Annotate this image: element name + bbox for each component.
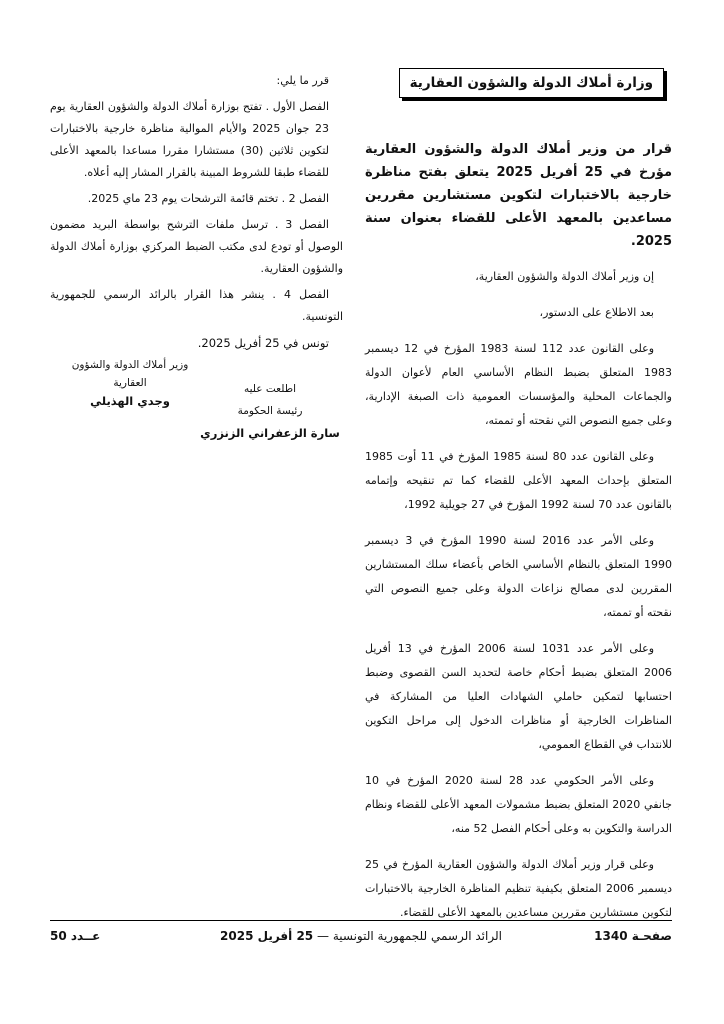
footer-divider [50, 920, 672, 921]
preamble-paragraph: بعد الاطلاع على الدستور، [539, 306, 654, 319]
minister-name: وجدي الهذيلي [90, 394, 170, 408]
minister-title-line1: وزير أملاك الدولة والشؤون [71, 359, 189, 371]
decides-intro: قرر ما يلي: [276, 74, 329, 87]
article-2: الفصل 2 . تختم قائمة الترشحات يوم 23 ماي 2025. [87, 192, 329, 205]
journal-name: الرائد الرسمي للجمهورية التونسية [332, 929, 502, 943]
journal-separator: — [316, 929, 329, 943]
decision-title: قرار من وزير أملاك الدولة والشؤون العقارية مؤرخ في 25 أفريل 2025 يتعلق بفتح مناظرة خارجية بالاختبارات لتكوين مستشارين مقررين مساعدين بالمعهد الأعلى للقضاء بعنوان سنة 2025. [365, 142, 672, 249]
preamble-paragraph: وعلى القانون عدد 80 لسنة 1985 المؤرخ في 11 أوت 1985 المتعلق بإحداث المعهد الأعلى للقضاء كما تم تنقيحه وإتمامه بالقانون عدد 70 لسنة 1992 المؤرخ في 27 جويلية 1992، [365, 450, 672, 511]
minister-title-line2: العقارية [113, 377, 147, 389]
journal-date: 25 أفريل 2025 [220, 929, 314, 943]
preamble-paragraph: إن وزير أملاك الدولة والشؤون العقارية، [475, 270, 654, 283]
signature-block [50, 356, 343, 446]
gov-head-title: رئيسة الحكومة [237, 405, 303, 417]
preamble-paragraph: وعلى قرار وزير أملاك الدولة والشؤون العقارية المؤرخ في 25 ديسمبر 2006 المتعلق بكيفية تنظيم المناظرة الخارجية بالاختبارات لتكوين مستشارين مقررين مساعدين بالمعهد الأعلى للقضاء. [365, 858, 672, 919]
page-footer [50, 929, 672, 951]
article-1: الفصل الأول . تفتح بوزارة أملاك الدولة والشؤون العقارية يوم 23 جوان 2025 والأيام الموالية مناظرة خارجية بالاختبارات لتكوين ثلاثين (30) مستشارا مقررا مساعدا بالمعهد الأعلى للقضاء طبقا للشروط المبينة بالقرار المشار إليه أعلاه. [50, 100, 329, 179]
article-4: الفصل 4 . ينشر هذا القرار بالرائد الرسمي للجمهورية التونسية. [50, 288, 343, 323]
preamble-paragraph: وعلى الأمر عدد 1031 لسنة 2006 المؤرخ في 13 أفريل 2006 المتعلق بضبط أحكام خاصة لتحديد السن القصوى وضبط احتسابها لتمكين حاملي الشهادات العليا من المشاركة في المناظرات الخارجية أو مناظرات الدخول إلى مراحل التكوين للانتداب في القطاع العمومي، [365, 642, 672, 751]
ministry-header-box: وزارة أملاك الدولة والشؤون العقارية [399, 68, 664, 98]
government-signature [200, 378, 340, 444]
gov-head-name: سارة الزعفراني الزنزري [200, 426, 340, 440]
preamble-paragraph: وعلى الأمر عدد 2016 لسنة 1990 المؤرخ في 3 ديسمبر 1990 المتعلق بالنظام الأساسي الخاص بأعضاء سلك المستشارين المقررين لدى مصالح نزاعات الدولة وعلى جميع النصوص التي نقحته أو تممته، [365, 534, 672, 619]
preamble-paragraph: وعلى القانون عدد 112 لسنة 1983 المؤرخ في 12 ديسمبر 1983 المتعلق بضبط النظام الأساسي العام لأعوان الدولة والجماعات المحلية والمؤسسات العمومية ذات الصبغة الإدارية، وعلى جميع النصوص التي نقحته أو تممته، [365, 342, 672, 427]
left-column [50, 70, 343, 446]
article-3: الفصل 3 . ترسل ملفات الترشح بواسطة البريد مضمون الوصول أو تودع لدى مكتب الضبط المركزي بوزارة أملاك الدولة والشؤون العقارية. [50, 218, 343, 275]
place-date: تونس في 25 أفريل 2025. [197, 336, 329, 350]
journal-line [50, 929, 672, 943]
right-column [365, 68, 672, 937]
issue-number: عــدد 50 [50, 929, 101, 943]
seen-by-label: اطلعت عليه [243, 383, 296, 395]
page-number: صفحـة 1340 [594, 929, 672, 943]
preamble-paragraph: وعلى الأمر الحكومي عدد 28 لسنة 2020 المؤرخ في 10 جانفي 2020 المتعلق بضبط مشمولات المعهد الأعلى للقضاء ونظام الدراسة والتكوين به وعلى أحكام الفصل 52 منه، [365, 774, 672, 835]
minister-signature [70, 356, 190, 410]
